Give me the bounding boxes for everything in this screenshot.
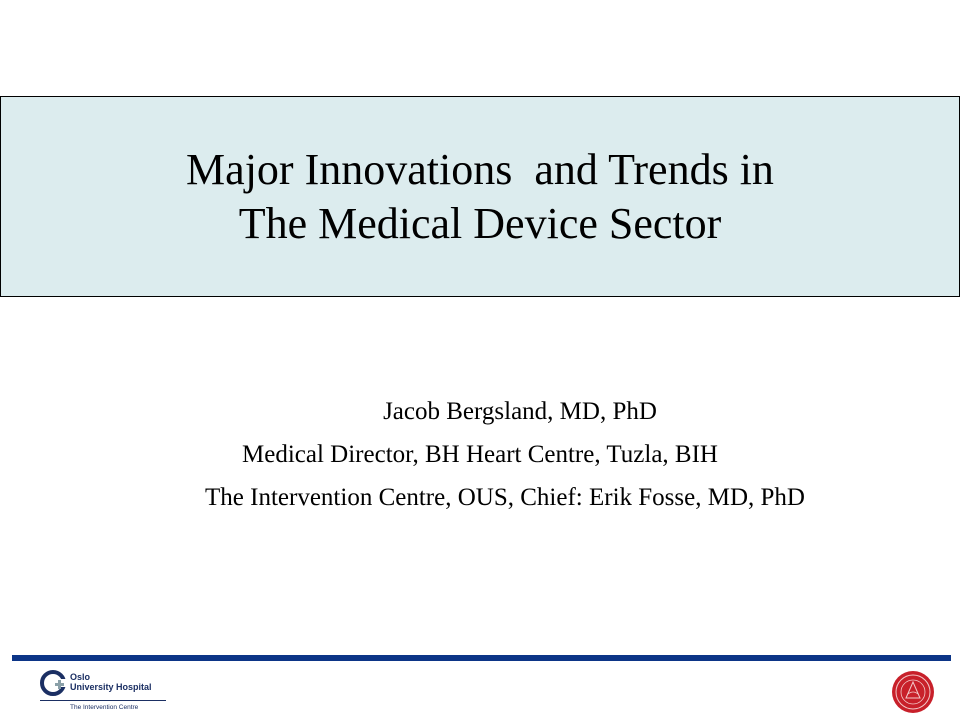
title-box — [0, 96, 960, 297]
logo-subtitle: The Intervention Centre — [70, 704, 139, 711]
footer-rule — [12, 655, 951, 661]
oslo-university-hospital-logo — [40, 670, 170, 716]
title-line-1: Major Innovations and Trends in — [186, 144, 774, 194]
logo-underline — [40, 700, 166, 701]
author-block — [0, 390, 960, 519]
logo-wordmark — [70, 672, 152, 692]
logo-line-1: Oslo — [70, 672, 91, 682]
logo-line-2: University Hospital — [70, 682, 152, 692]
title-line-2: The Medical Device Sector — [238, 198, 722, 248]
author-name: Jacob Bergsland, MD, PhD — [383, 398, 657, 425]
hospital-cross-icon — [40, 670, 66, 696]
author-affiliation: The Intervention Centre, OUS, Chief: Erik Fosse, MD, PhD — [205, 484, 805, 511]
university-seal-icon — [891, 670, 935, 714]
author-position: Medical Director, BH Heart Centre, Tuzla, BIH — [242, 441, 718, 468]
